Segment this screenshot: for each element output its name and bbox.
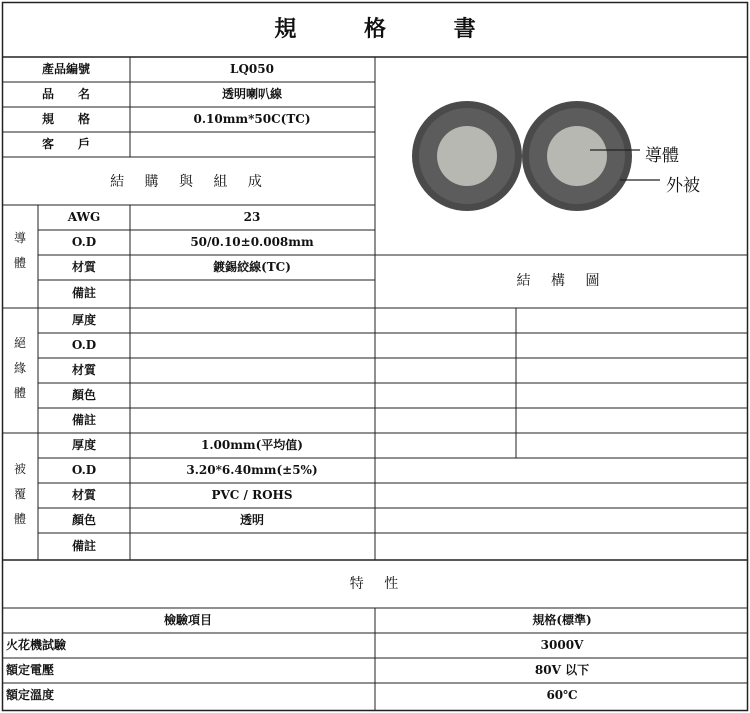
- insulation-row-label: 厚度: [71, 313, 97, 327]
- conductor-legend: 導體: [645, 146, 679, 166]
- property-item: 額定溫度: [6, 688, 55, 702]
- jacket-row-label: 顏色: [71, 513, 97, 527]
- product-code-label: 產品編號: [41, 62, 91, 76]
- conductor-group-label: 導 體: [13, 231, 26, 270]
- jacket-row-value: 1.00mm(平均值): [201, 438, 303, 452]
- conductor-row-label: 材質: [71, 260, 97, 274]
- product-code-value: LQ050: [230, 62, 274, 76]
- jacket-row-value: PVC / ROHS: [211, 488, 293, 502]
- structure-section-title: 結 購 與 組 成: [110, 174, 270, 190]
- jacket-row-value: 3.20*6.40mm(±5%): [186, 463, 318, 477]
- cable-cross-section: [412, 101, 660, 211]
- jacket-row-label: 材質: [71, 488, 97, 502]
- jacket-row-label: 厚度: [71, 438, 97, 452]
- insulation-row-label: O.D: [71, 338, 97, 352]
- jacket-row-value: 透明: [239, 513, 265, 527]
- conductor-row-value: 23: [243, 210, 261, 224]
- product-name-value: 透明喇叭線: [221, 87, 283, 101]
- conductor-row-value: 鍍錫絞線(TC): [213, 260, 291, 274]
- properties-header-item: 檢驗項目: [163, 613, 213, 627]
- jacket-row-label: 備註: [71, 539, 97, 553]
- properties-section-title: 特 性: [349, 576, 407, 592]
- diagram-caption: 結 構 圖: [516, 273, 608, 289]
- properties-header-spec: 規格(標準): [532, 613, 592, 627]
- product-name-label: 品 名: [41, 87, 91, 101]
- property-spec: 80V 以下: [534, 663, 590, 677]
- jacket-group-label: 被 覆 體: [13, 462, 26, 526]
- conductor-row-label: 備註: [71, 286, 97, 300]
- sheath-legend: 外被: [666, 176, 700, 196]
- property-item: 額定電壓: [6, 663, 55, 677]
- insulation-row-label: 材質: [71, 363, 97, 377]
- property-spec: 3000V: [540, 638, 584, 652]
- customer-label: 客 戶: [41, 137, 91, 151]
- property-spec: 60℃: [546, 688, 578, 702]
- conductor-row-label: O.D: [71, 235, 97, 249]
- conductor-row-label: AWG: [67, 210, 101, 224]
- insulation-group-label: 絕 緣 體: [13, 336, 26, 400]
- insulation-row-label: 顏色: [71, 388, 97, 402]
- conductor-row-value: 50/0.10±0.008mm: [190, 235, 314, 249]
- jacket-row-label: O.D: [71, 463, 97, 477]
- product-spec-label: 規 格: [41, 112, 91, 126]
- property-item: 火花機試驗: [6, 638, 67, 652]
- product-spec-value: 0.10mm*50C(TC): [193, 112, 311, 126]
- insulation-row-label: 備註: [71, 413, 97, 427]
- page-title: 規 格 書: [274, 16, 506, 42]
